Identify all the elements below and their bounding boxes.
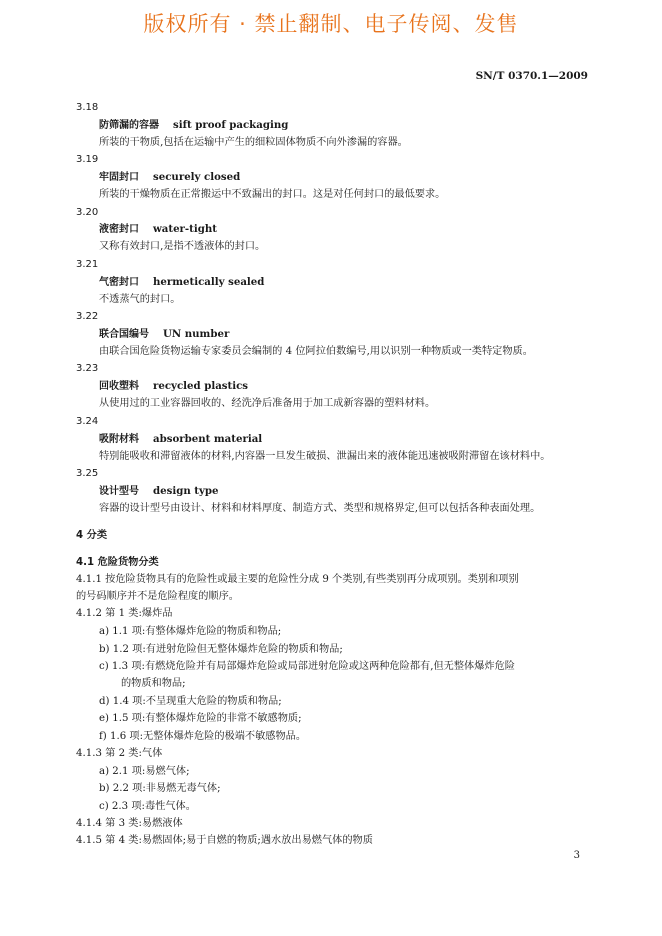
- page-number: 3: [573, 850, 580, 861]
- entry-term: [99, 433, 262, 446]
- entry-term: [99, 328, 229, 341]
- entry-definition: 由联合国危险货物运输专家委员会编制的 4 位阿拉伯数编号,用以识别一种物质或一类特定物质。: [99, 346, 533, 357]
- term-chinese: 吸附材料: [99, 434, 139, 445]
- section-heading: 4 分类: [76, 530, 108, 541]
- list-item: a) 2.1 项:易燃气体;: [99, 766, 190, 777]
- list-item: b) 2.2 项:非易燃无毒气体;: [99, 783, 221, 794]
- entry-term: [99, 380, 248, 393]
- term-chinese: 联合国编号: [99, 329, 149, 340]
- clause-paragraph-continuation: 的号码顺序并不是危险程度的顺序。: [76, 591, 239, 602]
- clause-heading: 4.1.3 第 2 类:气体: [76, 748, 163, 759]
- clause-heading: 4.1.2 第 1 类:爆炸品: [76, 608, 173, 619]
- term-english: UN number: [163, 328, 230, 340]
- term-english: sift proof packaging: [173, 119, 289, 131]
- entry-number: 3.25: [76, 468, 99, 479]
- list-item: b) 1.2 项:有迸射危险但无整体爆炸危险的物质和物品;: [99, 644, 343, 655]
- list-item: f) 1.6 项:无整体爆炸危险的极端不敏感物品。: [99, 731, 307, 742]
- entry-number: 3.21: [76, 259, 99, 270]
- term-chinese: 牢固封口: [99, 172, 139, 183]
- entry-term: [99, 485, 219, 498]
- copyright-watermark: 版权所有 · 禁止翻制、电子传阅、发售: [143, 12, 519, 36]
- entry-number: 3.19: [76, 154, 99, 165]
- list-item: c) 2.3 项:毒性气体。: [99, 801, 196, 812]
- clause-heading: 4.1.4 第 3 类:易燃液体: [76, 818, 183, 829]
- entry-definition: 所装的干物质,包括在运输中产生的细粒固体物质不向外渗漏的容器。: [99, 137, 408, 148]
- term-chinese: 回收塑料: [99, 381, 139, 392]
- term-chinese: 设计型号: [99, 486, 139, 497]
- entry-number: 3.22: [76, 311, 99, 322]
- entry-definition: 不透蒸气的封口。: [99, 294, 181, 305]
- subsection-heading: 4.1 危险货物分类: [76, 557, 159, 568]
- list-item: c) 1.3 项:有燃烧危险并有局部爆炸危险或局部迸射危险或这两种危险都有,但无整体爆炸危险: [99, 661, 515, 672]
- clause-paragraph: 4.1.1 按危险货物具有的危险性或最主要的危险性分成 9 个类别,有些类别再分成项别。类别和项别: [76, 574, 519, 585]
- entry-definition: 容器的设计型号由设计、材料和材料厚度、制造方式、类型和规格界定,但可以包括各种表面处理。: [99, 503, 541, 514]
- term-english: water-tight: [153, 223, 217, 235]
- standard-code: SN/T 0370.1—2009: [475, 70, 588, 82]
- term-english: recycled plastics: [153, 380, 249, 392]
- entry-number: 3.20: [76, 207, 99, 218]
- entry-definition: 从使用过的工业容器回收的、经洗净后准备用于加工成新容器的塑料材料。: [99, 398, 436, 409]
- term-chinese: 防筛漏的容器: [99, 120, 159, 131]
- entry-term: [99, 276, 264, 289]
- clause-heading: 4.1.5 第 4 类:易燃固体;易于自燃的物质;遇水放出易燃气体的物质: [76, 835, 373, 846]
- entry-definition: 所装的干燥物质在正常搬运中不致漏出的封口。这是对任何封口的最低要求。: [99, 189, 446, 200]
- term-chinese: 液密封口: [99, 224, 139, 235]
- list-item-continuation: 的物质和物品;: [121, 678, 186, 689]
- term-english: absorbent material: [153, 433, 263, 445]
- term-english: design type: [153, 485, 219, 497]
- entry-term: [99, 119, 288, 132]
- entry-definition: 又称有效封口,是指不透液体的封口。: [99, 241, 266, 252]
- entry-number: 3.18: [76, 102, 99, 113]
- list-item: d) 1.4 项:不呈现重大危险的物质和物品;: [99, 696, 282, 707]
- list-item: e) 1.5 项:有整体爆炸危险的非常不敏感物质;: [99, 713, 302, 724]
- term-english: hermetically sealed: [153, 276, 265, 288]
- term-chinese: 气密封口: [99, 277, 139, 288]
- entry-term: [99, 171, 240, 184]
- entry-term: [99, 223, 217, 236]
- list-item: a) 1.1 项:有整体爆炸危险的物质和物品;: [99, 626, 282, 637]
- entry-number: 3.24: [76, 416, 99, 427]
- entry-number: 3.23: [76, 363, 99, 374]
- term-english: securely closed: [153, 171, 241, 183]
- entry-definition: 特别能吸收和滞留液体的材料,内容器一旦发生破损、泄漏出来的液体能迅速被吸附滞留在该材料中。: [99, 451, 551, 462]
